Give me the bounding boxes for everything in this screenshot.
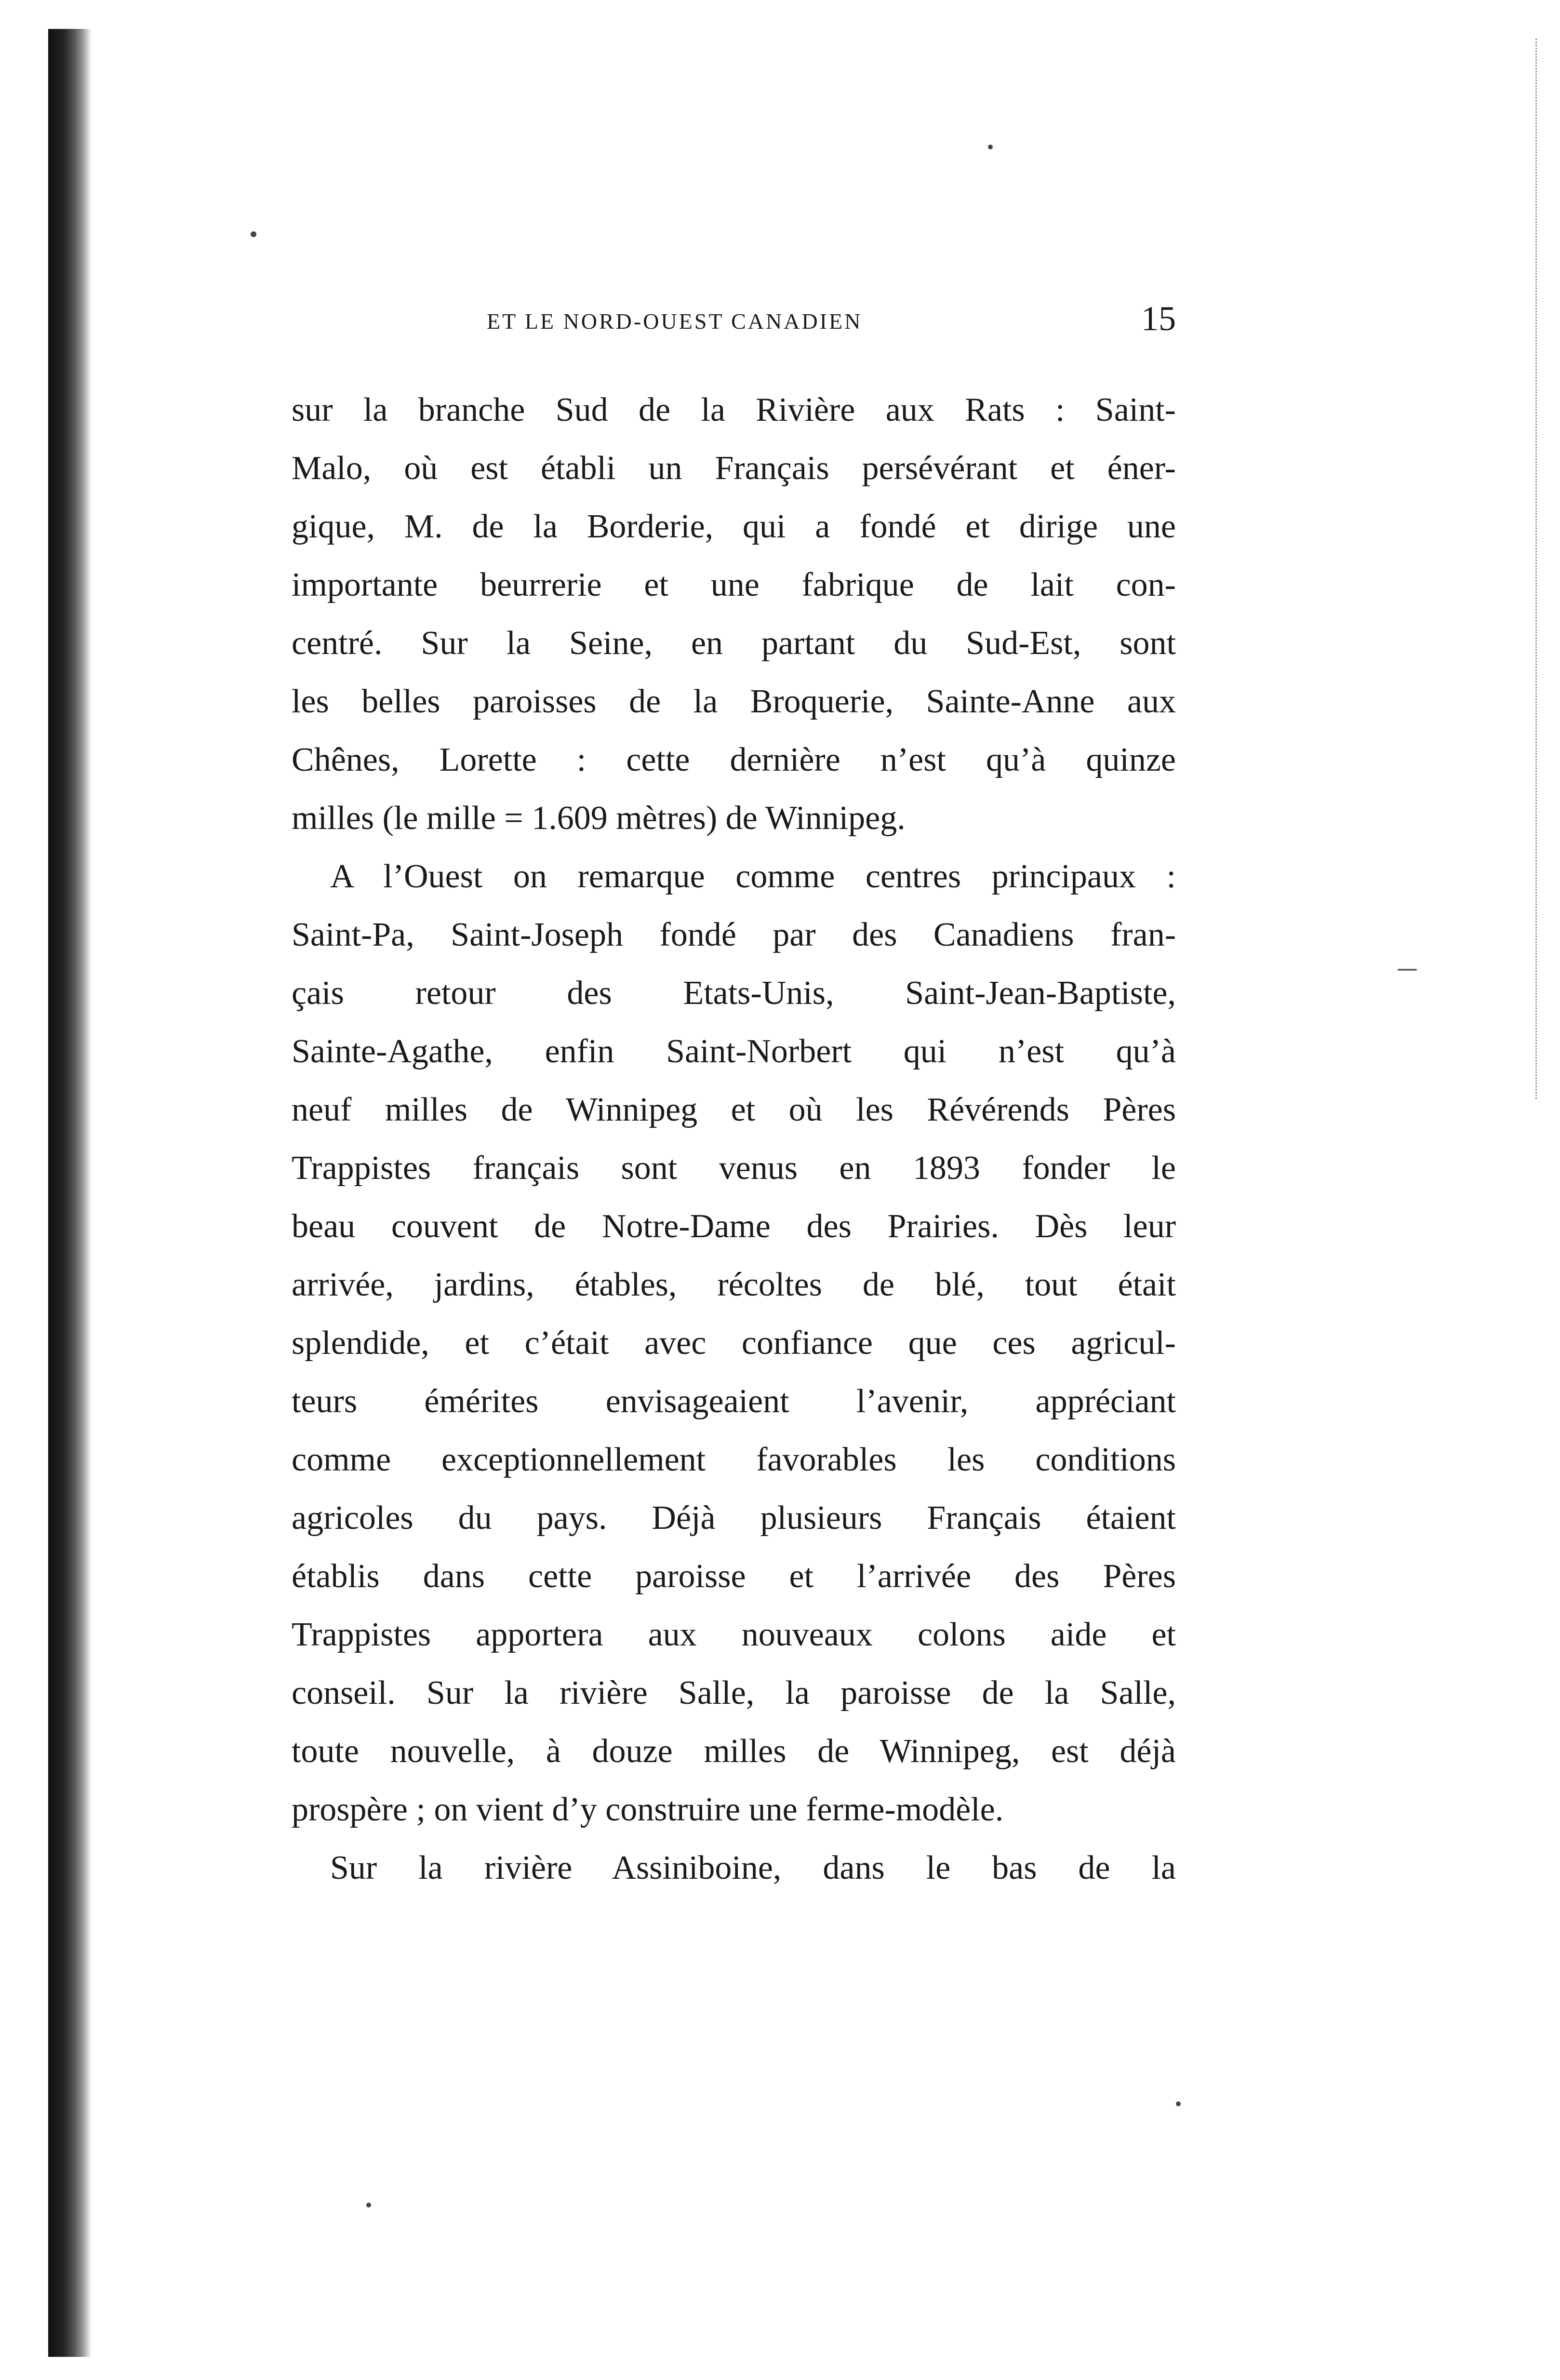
text-line: prospère ; on vient d’y construire une ferme-modèle. <box>292 1791 1004 1828</box>
text-line: teurs émérites envisageaient l’avenir, appréciant <box>292 1383 1176 1420</box>
paper-speck <box>988 145 993 149</box>
text-line: beau couvent de Notre-Dame des Prairies. Dès leur <box>292 1208 1176 1245</box>
text-line: Sainte-Agathe, enfin Saint-Norbert qui n’est qu’à <box>292 1033 1176 1070</box>
text-line: centré. Sur la Seine, en partant du Sud-Est, sont <box>292 625 1176 662</box>
text-line: Trappistes apportera aux nouveaux colons aide et <box>292 1616 1176 1653</box>
text-line: toute nouvelle, à douze milles de Winnipeg, est déjà <box>292 1733 1176 1770</box>
paper-speck <box>366 2203 371 2207</box>
paper-speck <box>1398 969 1417 971</box>
text-line: importante beurrerie et une fabrique de lait con- <box>292 566 1176 603</box>
text-line: agricoles du pays. Déjà plusieurs Français étaient <box>292 1499 1176 1537</box>
text-line: neuf milles de Winnipeg et où les Révérends Pères <box>292 1091 1176 1128</box>
text-line: Sur la rivière Assiniboine, dans le bas de la <box>330 1849 1176 1886</box>
text-line: splendide, et c’était avec confiance que ces agricul- <box>292 1324 1176 1362</box>
text-line: Malo, où est établi un Français persévérant et éner- <box>292 450 1176 487</box>
binding-shadow <box>48 29 92 2357</box>
page-number: 15 <box>1141 299 1176 338</box>
text-line: établis dans cette paroisse et l’arrivée des Pères <box>292 1558 1176 1595</box>
text-line: A l’Ouest on remarque comme centres principaux : <box>330 858 1176 895</box>
text-line: milles (le mille = 1.609 mètres) de Winnipeg. <box>292 800 906 837</box>
paper-speck <box>1176 2101 1181 2106</box>
text-line: çais retour des Etats-Unis, Saint-Jean-Baptiste, <box>292 975 1176 1012</box>
page-edge-right <box>1535 39 1541 1099</box>
text-line: Chênes, Lorette : cette dernière n’est qu’à quinze <box>292 741 1176 778</box>
text-line: Saint-Pa, Saint-Joseph fondé par des Canadiens fran- <box>292 916 1176 953</box>
text-line: gique, M. de la Borderie, qui a fondé et dirige une <box>292 508 1176 545</box>
running-header <box>487 299 1176 352</box>
text-line: arrivée, jardins, étables, récoltes de blé, tout était <box>292 1266 1176 1303</box>
text-line: comme exceptionnellement favorables les conditions <box>292 1441 1176 1478</box>
text-line: les belles paroisses de la Broquerie, Sainte-Anne aux <box>292 683 1176 720</box>
text-line: sur la branche Sud de la Rivière aux Rats : Saint- <box>292 391 1176 428</box>
body-text <box>292 381 1176 1897</box>
paper-speck <box>251 231 256 237</box>
text-line: Trappistes français sont venus en 1893 fonder le <box>292 1150 1176 1187</box>
text-line: conseil. Sur la rivière Salle, la paroisse de la Salle, <box>292 1674 1176 1711</box>
running-title: ET LE NORD-OUEST CANADIEN <box>487 309 863 334</box>
